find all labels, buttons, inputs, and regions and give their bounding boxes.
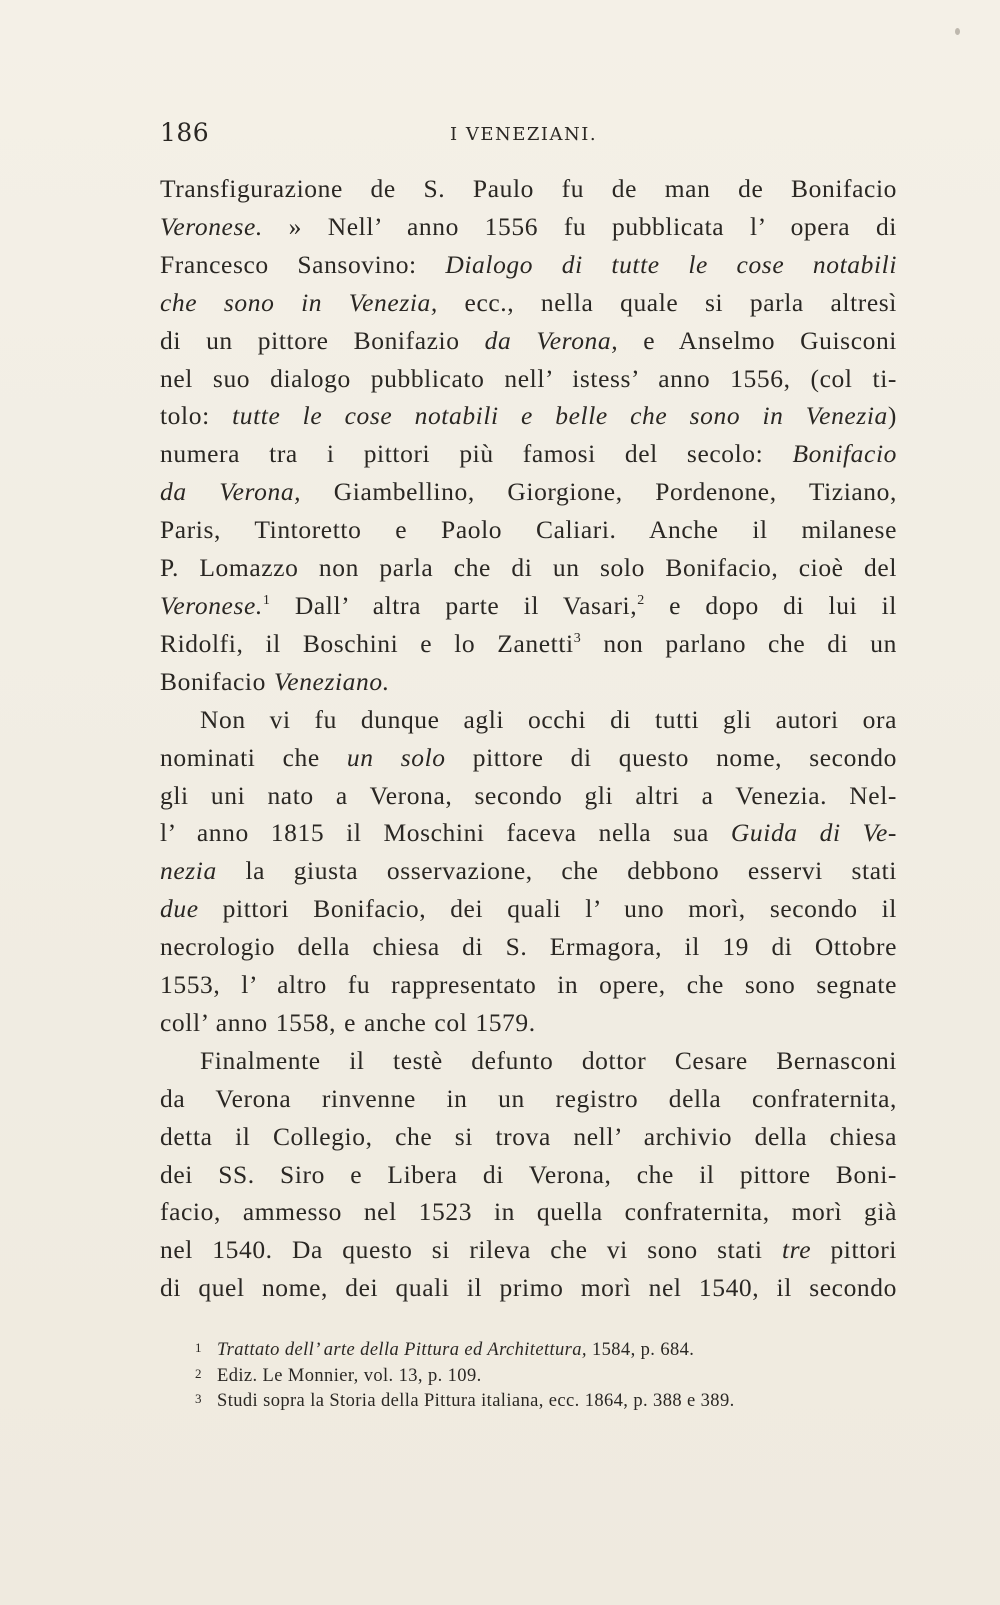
text-line [160,814,897,852]
italic-text: un solo [346,742,446,772]
text-run: Dall’ altra parte il Vasari, [270,590,638,620]
text-run: detta il Collegio, che si trova nell’ archivio della chiesa [160,1121,897,1151]
text-run: pittore di questo nome, secondo [445,742,897,772]
text-run: numera tra i pittori più famosi del secolo: [160,439,793,469]
text-line [160,170,897,208]
text-line [160,739,897,777]
text-run: » Nell’ anno 1556 fu pubblicata l’ opera di [262,211,897,241]
text-run: necrologio della chiesa di S. Ermagora, il 19 di Ottobre [160,932,897,962]
body-text [160,170,897,1307]
text-run: Finalmente il testè defunto dottor Cesare Bernasconi [200,1045,897,1075]
text-run: pittori [811,1235,897,1265]
italic-text: da Verona, [484,325,619,355]
text-run: pittori Bonifacio, dei quali l’ uno morì, secondo il [198,894,897,924]
italic-text: Veronese. [160,211,263,241]
text-run: di quel nome, dei quali il primo morì nel 1540, il secondo [160,1273,897,1303]
text-run: di un pittore Bonifazio [160,325,485,355]
italic-text: tutte le cose notabili e belle che sono in Venezia [232,401,888,431]
page-header [160,118,897,158]
text-line [160,1231,897,1269]
italic-text: Guida di Ve- [730,818,897,848]
text-line [160,890,897,928]
text-line [160,1193,897,1231]
text-run: 1553, l’ altro fu rappresentato in opere, che sono segnate [160,970,897,1000]
text-run: non parlano che di un [581,628,898,658]
footnote-text [203,1391,735,1411]
italic-text: Veronese. [160,590,263,620]
italic-text: da Verona, [160,477,302,507]
footnotes [195,1338,897,1415]
text-line [160,208,897,246]
footnote-mark: 1 [195,1340,202,1355]
text-run: nominati che [160,742,347,772]
text-run: Studi sopra la Storia della Pittura italiana, ecc. 1864, p. 388 e 389. [217,1391,735,1411]
text-line [160,284,897,322]
italic-text: Trattato dell’ arte della Pittura ed Architettura, [217,1340,587,1360]
text-line [160,1269,897,1307]
text-run: dei SS. Siro e Libera di Verona, che il pittore Boni- [160,1159,897,1189]
text-line [160,1156,897,1194]
footnote-mark: 2 [195,1365,202,1381]
text-run: Paris, Tintoretto e Paolo Caliari. Anche il milanese [160,515,897,545]
footnote-ref: 3 [573,630,582,646]
text-line [160,1118,897,1156]
footnote [195,1338,897,1364]
text-line [160,322,897,360]
text-line [160,397,897,435]
text-run: Francesco Sansovino: [160,249,446,279]
text-run: 1584, p. 684. [586,1340,695,1360]
footnote-text [203,1340,694,1360]
footnote-mark: 3 [195,1391,202,1406]
text-run: la giusta osservazione, che debbono esservi stati [216,856,897,886]
text-line [160,1080,897,1118]
text-line [160,1042,897,1080]
italic-text: Bonifacio [792,439,897,469]
text-line [160,966,897,1004]
text-run: da Verona rinvenne in un registro della confraternita, [160,1083,897,1113]
text-run: P. Lomazzo non parla che di un solo Bonifacio, cioè del [160,553,897,583]
text-line [160,777,897,815]
italic-text: due [160,894,199,924]
text-run: Transfigurazione de S. Paulo fu de man de Bonifacio [160,174,897,203]
footnote [195,1364,897,1390]
text-line [160,701,897,739]
text-run: e Anselmo Guisconi [618,325,897,355]
footnote-ref: 2 [637,592,645,608]
text-line [160,928,897,966]
text-run: coll’ anno 1558, e anche col 1579. [160,1007,536,1037]
text-run: ) [887,401,897,431]
italic-text: tre [781,1235,812,1265]
text-run: Bonifacio [160,666,274,696]
footnote [195,1389,897,1415]
text-line [160,1004,897,1042]
text-line [160,246,897,284]
italic-text: che sono in Venezia, [160,287,438,317]
text-line [160,473,897,511]
text-line [160,511,897,549]
text-run: gli uni nato a Verona, secondo gli altri a Venezia. Nel- [160,780,897,810]
text-line [160,587,897,625]
italic-text: Veneziano. [273,666,390,696]
italic-text: Dialogo di tutte le cose notabili [445,249,898,279]
running-title: I VENEZIANI. [450,124,598,145]
text-run: Ridolfi, il Boschini e lo Zanetti [160,628,574,658]
text-line [160,360,897,398]
text-line [160,663,897,701]
italic-text: nezia [160,856,217,886]
text-run: Ediz. Le Monnier, vol. 13, p. 109. [217,1365,482,1386]
text-run: l’ anno 1815 il Moschini faceva nella sua [160,818,731,848]
paper-spot [955,28,960,35]
text-line [160,549,897,587]
text-run: nel suo dialogo pubblicato nell’ istess’ anno 1556, (col ti- [160,363,897,393]
text-run: nel 1540. Da questo si rileva che vi sono stati [160,1235,782,1265]
text-line [160,625,897,663]
text-run: Giambellino, Giorgione, Pordenone, Tiziano, [301,477,897,507]
page-number: 186 [160,118,210,147]
text-line [160,852,897,890]
footnote-ref: 1 [262,592,271,608]
text-run: tolo: [160,401,233,431]
text-line [160,435,897,473]
text-run: facio, ammesso nel 1523 in quella confraternita, morì già [160,1197,897,1227]
text-run: Non vi fu dunque agli occhi di tutti gli autori ora [200,704,897,734]
text-run: e dopo di lui il [644,590,897,620]
text-run: ecc., nella quale si parla altresì [437,287,897,317]
footnote-text [203,1366,482,1386]
